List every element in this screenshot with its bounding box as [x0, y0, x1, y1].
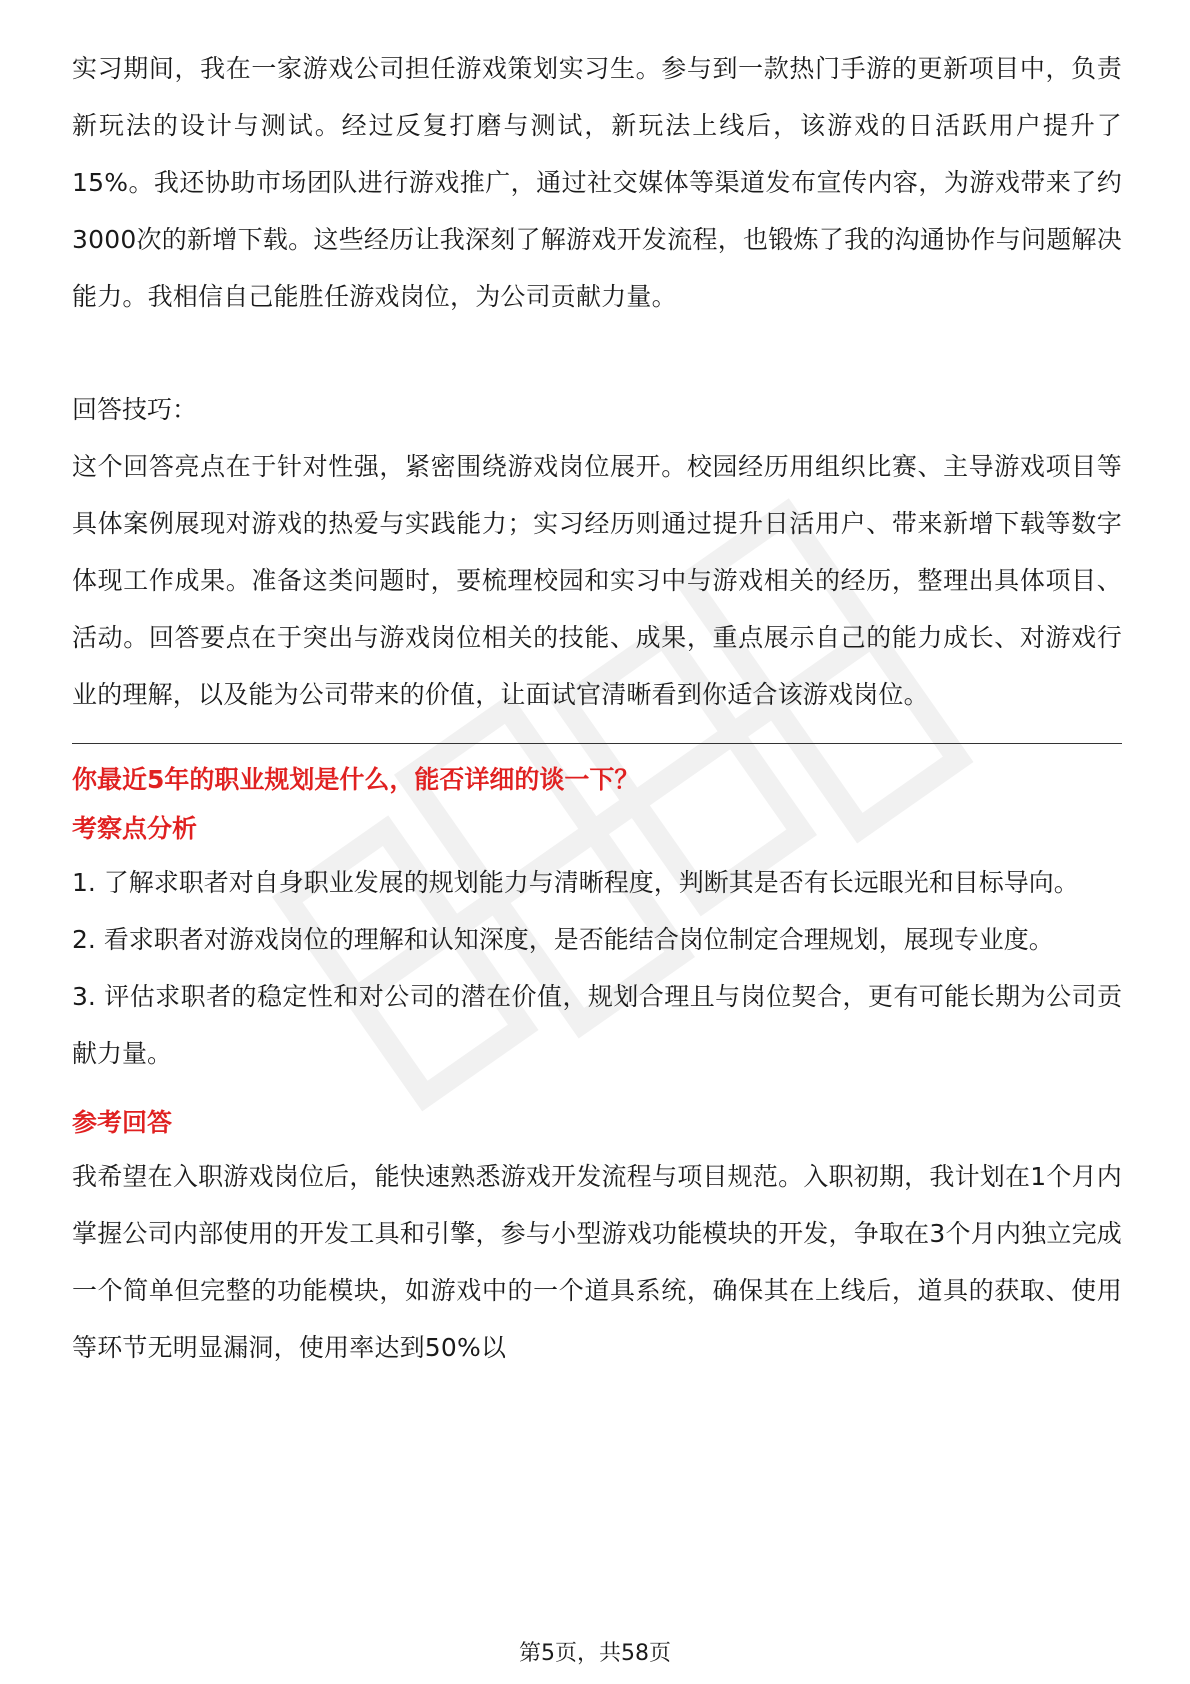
- internship-paragraph: 实习期间，我在一家游戏公司担任游戏策划实习生。参与到一款热门手游的更新项目中，负责新玩法的设计与测试。经过反复打磨与测试，新玩法上线后，该游戏的日活跃用户提升了15%。我还协助市场团队进行游戏推广，通过社交媒体等渠道发布宣传内容，为游戏带来了约3000次的新增下载。这些经历让我深刻了解游戏开发流程，也锻炼了我的沟通协作与问题解决能力。我相信自己能胜任游戏岗位，为公司贡献力量。: [72, 54, 1122, 311]
- interview-question: 你最近5年的职业规划是什么，能否详细的谈一下？: [72, 765, 640, 794]
- analysis-heading: 考察点分析: [72, 814, 198, 843]
- section-divider: [72, 743, 1122, 744]
- spacer: [72, 325, 1122, 381]
- tips-label: 回答技巧：: [72, 395, 198, 424]
- main-content: [72, 40, 1122, 1376]
- analysis-item-3: 3. 评估求职者的稳定性和对公司的潜在价值，规划合理且与岗位契合，更有可能长期为公司贡献力量。: [72, 982, 1122, 1068]
- tips-paragraph: 这个回答亮点在于针对性强，紧密围绕游戏岗位展开。校园经历用组织比赛、主导游戏项目等具体案例展现对游戏的热爱与实践能力；实习经历则通过提升日活用户、带来新增下载等数字体现工作成果。准备这类问题时，要梳理校园和实习中与游戏相关的经历，整理出具体项目、活动。回答要点在于突出与游戏岗位相关的技能、成果，重点展示自己的能力成长、对游戏行业的理解，以及能为公司带来的价值，让面试官清晰看到你适合该游戏岗位。: [72, 452, 1122, 709]
- reference-paragraph: 我希望在入职游戏岗位后，能快速熟悉游戏开发流程与项目规范。入职初期，我计划在1个月内掌握公司内部使用的开发工具和引擎，参与小型游戏功能模块的开发，争取在3个月内独立完成一个简单但完整的功能模块，如游戏中的一个道具系统，确保其在上线后，道具的获取、使用等环节无明显漏洞，使用率达到50%以: [72, 1162, 1122, 1362]
- analysis-item-1: 1. 了解求职者对自身职业发展的规划能力与清晰程度，判断其是否有长远眼光和目标导向。: [72, 868, 1079, 897]
- analysis-item-2: 2. 看求职者对游戏岗位的理解和认知深度，是否能结合岗位制定合理规划，展现专业度。: [72, 925, 1054, 954]
- reference-heading: 参考回答: [72, 1108, 173, 1137]
- page-footer: 第5页，共58页: [519, 1641, 671, 1666]
